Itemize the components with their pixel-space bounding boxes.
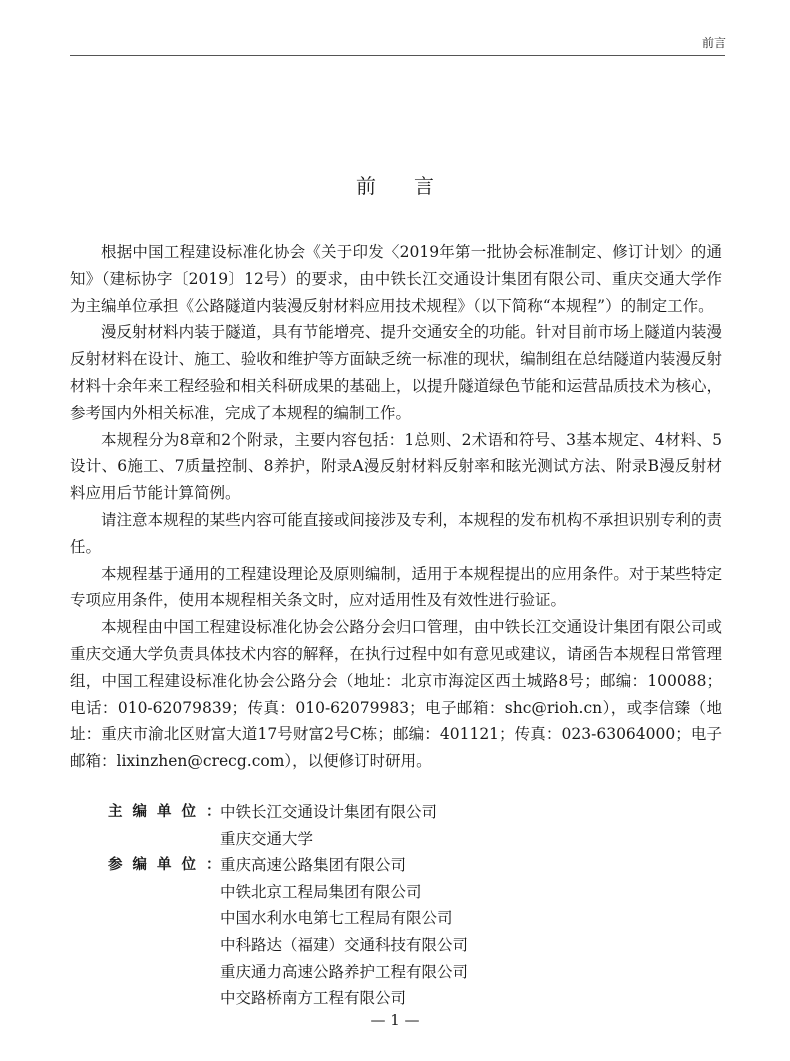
page-title: 前言 <box>356 174 472 198</box>
participating-units <box>108 852 708 1012</box>
running-head: 前言 <box>701 36 726 50</box>
header-rule <box>70 55 725 56</box>
paragraph-1: 根据中国工程建设标准化协会《关于印发〈2019年第一批协会标准制定、修订计划〉的通知》（建标协字〔2019〕12号）的要求，由中铁长江交通设计集团有限公司、重庆交通大学作为主编单位承担《公路隧道内装漫反射材料应用技术规程》（以下简称“本规程”）的制定工作。 <box>70 243 722 315</box>
unit-name: 重庆高速公路集团有限公司 <box>220 856 407 875</box>
unit-names <box>220 799 437 852</box>
preface-body <box>70 239 722 775</box>
page-number: — 1 — <box>370 1011 420 1029</box>
chief-editor-units <box>108 799 708 852</box>
unit-name: 中铁北京工程局集团有限公司 <box>220 882 422 901</box>
unit-label: 参编单位： <box>108 857 231 874</box>
paragraph-3: 本规程分为8章和2个附录，主要内容包括：1总则、2术语和符号、3基本规定、4材料、5设计、6施工、7质量控制、8养护，附录A漫反射材料反射率和眩光测试方法、附录B漫反射材料应用后节能计算简例。 <box>70 430 722 503</box>
unit-name: 中交路桥南方工程有限公司 <box>220 989 407 1008</box>
paragraph-2: 漫反射材料内装于隧道，具有节能增亮、提升交通安全的功能。针对目前市场上隧道内装漫反射材料在设计、施工、验收和维护等方面缺乏统一标准的现状，编制组在总结隧道内装漫反射材料十余年来工程经验和相关科研成果的基础上，以提升隧道绿色节能和运营品质技术为核心，参考国内外相关标准，完成了本规程的编制工作。 <box>70 323 722 422</box>
unit-name: 中科路达（福建）交通科技有限公司 <box>220 935 469 954</box>
paragraph-4: 请注意本规程的某些内容可能直接或间接涉及专利，本规程的发布机构不承担识别专利的责任。 <box>70 510 722 556</box>
unit-names <box>220 852 468 1012</box>
paragraph-5: 本规程基于通用的工程建设理论及原则编制，适用于本规程提出的应用条件。对于某些特定专项应用条件，使用本规程相关条文时，应对适用性及有效性进行验证。 <box>70 564 722 610</box>
paragraph-6: 本规程由中国工程建设标准化协会公路分会归口管理，由中铁长江交通设计集团有限公司或重庆交通大学负责具体技术内容的解释，在执行过程中如有意见或建议，请函告本规程日常管理组，中国工程建设标准化协会公路分会（地址：北京市海淀区西土城路8号；邮编：100088；电话：010-62079839；传真：010-62079983；电子邮箱：shc@rioh.cn），或李信臻（地址：重庆市渝北区财富大道17号财富2号C栋；邮编：401121；传真：023-63064000；电子邮箱：lixinzhen@crecg.com），以便修订时研用。 <box>70 618 722 771</box>
unit-label: 主编单位： <box>108 804 231 820</box>
units-list <box>108 799 708 1012</box>
unit-name: 中铁长江交通设计集团有限公司 <box>220 803 438 821</box>
unit-name: 重庆交通大学 <box>220 829 314 848</box>
unit-name: 重庆通力高速公路养护工程有限公司 <box>220 962 469 981</box>
unit-name: 中国水利水电第七工程局有限公司 <box>220 909 453 928</box>
